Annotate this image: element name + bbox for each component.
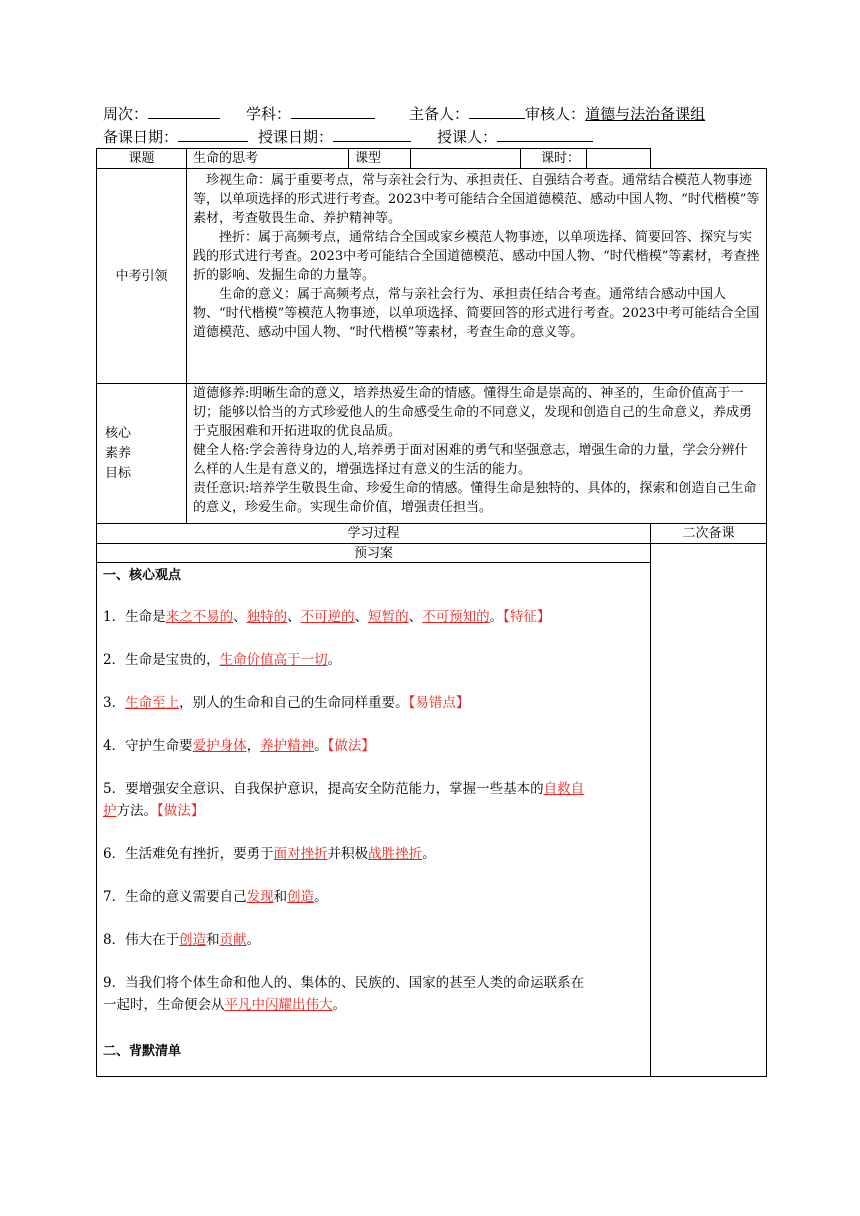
keshi-label: 课时： [521,149,587,169]
item1-sep-4: 、 [408,609,423,625]
item8-post: 。 [246,932,261,948]
item3-post: ，别人的生命和自己的生命同样重要。 [179,695,409,711]
item-9 [103,972,644,1016]
beikeriqi-blank[interactable] [178,126,248,142]
item1-pre: 1．生命是 [103,609,166,625]
item5-pre: 5．要增强安全意识、自我保护意识，提高安全防范能力，掌握一些基本的 [103,781,544,797]
item5-post: 方法。 [116,803,157,819]
zhongkao-para-1: 珍视生命：属于重要考点，常与亲社会行为、承担责任、自强结合考查。通常结合模范人物事迹等，以单项选择的形式进行考查。2023中考可能结合全国道德模范、感动中国人物、“时代楷模”等素材，考查敬畏生命、养护精神等。 [193,173,760,226]
item1-tag: 【特征】 [503,609,551,625]
item-7 [103,886,644,908]
item1-sep-3: 、 [354,609,369,625]
item7-answer-2: 创造 [287,889,315,905]
zhubeiren-blank[interactable] [469,103,525,119]
item4-tag: 【做法】 [327,738,375,754]
item9-pre2: 一起时，生命便会从 [103,997,225,1013]
item6-mid: 并积极 [327,846,369,862]
item3-pre: 3． [103,695,126,711]
item4-post: 。 [314,738,328,754]
item3-answer-1: 生命至上 [125,695,180,711]
item-3 [103,692,644,714]
zhouci-blank[interactable] [148,103,220,119]
hexin-para-2: 健全人格:学会善待身边的人,培养勇于面对困难的勇气和坚强意志，增强生命的力量，学会分辨什么样的人生是有意义的，增强选择过有意义的生活的能力。 [193,443,748,477]
item7-answer-1: 发现 [246,889,274,905]
xuexi-guocheng: 学习过程 [97,524,651,544]
section2-title: 二、背默清单 [103,1044,182,1059]
shoukeren-blank[interactable] [497,126,593,142]
item6-answer-1: 面对挫折 [273,846,328,862]
keti-row [97,149,767,169]
yuxi-an: 预习案 [97,544,651,563]
hexin-row [97,384,767,524]
item1-sep-5: 。 [489,609,504,625]
item4-answer-1: 爱护身体 [192,738,247,754]
hexin-label-3: 目标 [105,465,132,481]
item9-post: 。 [332,997,346,1013]
erci-beike-area[interactable] [651,544,767,1077]
zhongkao-para-3: 生命的意义：属于高频考点，常与亲社会行为、承担责任结合考查。通常结合感动中国人物、“时代楷模”等模范人物事迹，以单项选择、简要回答的形式进行考查。2023中考可能结合全国道德模范、感动中国人物、“时代楷模”等素材，考查生命的意义等。 [193,287,760,340]
item1-sep-2: 、 [287,609,301,625]
item7-pre: 7．生命的意义需要自己 [103,889,247,905]
shoukeriqi-blank[interactable] [333,126,411,142]
item3-tag: 【易错点】 [408,695,470,711]
item1-answer-3: 不可逆的 [300,609,355,625]
item1-answer-2: 独特的 [246,609,288,625]
item1-answer-4: 短暂的 [368,609,409,625]
kexing-value[interactable] [411,149,521,169]
item5-tag: 【做法】 [157,803,205,819]
hexin-para-3: 责任意识:培养学生敬畏生命、珍爱生命的情感。懂得生命是独特的、具体的，探索和创造自己生命的意义，珍爱生命。实现生命价值，增强责任担当。 [193,481,757,515]
shenheren-value: 道德与法治备课组 [585,105,706,123]
item8-pre: 8．伟大在于 [103,932,180,948]
shenheren-label: 审核人： [525,105,586,123]
item-1 [103,606,644,628]
item-4 [103,735,644,757]
lesson-plan-table [96,148,767,1077]
zhongkao-para-2: 挫折：属于高频考点，通常结合全国或家乡模范人物事迹，以单项选择、简要回答、探究与实践的形式进行考查。2023中考可能结合全国道德模范、感动中国人物、“时代楷模”等素材，考查挫折的影响、发掘生命的力量等。 [193,230,760,283]
keti-label: 课题 [97,149,187,169]
item1-answer-5: 不可预知的 [422,609,490,625]
item9-answer-1: 平凡中闪耀出伟大 [224,997,333,1013]
item-6 [103,843,644,865]
process-header-row [97,524,767,544]
item5-answer-1a: 自救自 [543,781,585,797]
header-row-1 [103,103,705,124]
zhongkao-label: 中考引领 [97,169,187,384]
hexin-label [97,384,187,524]
erci-beike: 二次备课 [651,524,767,544]
shoukeriqi-label: 授课日期： [258,128,334,146]
item6-pre: 6．生活难免有挫折，要勇于 [103,846,274,862]
item6-answer-2: 战胜挫折 [368,846,423,862]
item-8 [103,929,644,951]
item-2 [103,649,644,671]
keshi-value[interactable] [587,149,651,169]
hexin-para-1: 道德修养:明晰生命的意义，培养热爱生命的情感。懂得生命是崇高的、神圣的，生命价值高于一切；能够以恰当的方式珍爱他人的生命感受生命的不同意义，发现和创造自己的生命意义，养成勇于克服困难和开拓进取的优良品质。 [193,386,753,439]
item7-mid: 和 [273,889,288,905]
kexing-label: 课型 [349,149,411,169]
header-row-2 [103,126,593,147]
item2-pre: 2．生命是宝贵的， [103,652,220,668]
yuxi-row [97,544,767,563]
hexin-label-2: 素养 [105,445,132,461]
item2-post: 。 [327,652,342,668]
item8-answer-2: 贡献 [219,932,247,948]
item8-answer-1: 创造 [179,932,207,948]
item2-answer-1: 生命价值高于一切 [219,652,328,668]
section1-title: 一、核心观点 [103,568,182,583]
hexin-label-1: 核心 [105,425,132,441]
item7-post: 。 [314,889,328,905]
item4-pre: 4．守护生命要 [103,738,193,754]
item-5 [103,778,644,822]
item9-line1: 9．当我们将个体生命和他人的、集体的、民族的、国家的甚至人类的命运联系在 [103,975,585,991]
item4-mid: ， [246,738,261,754]
content-cell [97,563,651,1077]
item1-sep-1: 、 [233,609,247,625]
item1-answer-1: 来之不易的 [165,609,234,625]
xueke-label: 学科： [246,105,292,123]
zhongkao-row [97,169,767,384]
zhubeiren-label: 主备人： [409,105,470,123]
beikeriqi-label: 备课日期： [103,128,179,146]
xueke-blank[interactable] [291,103,375,119]
keti-row-empty [651,149,767,169]
item6-post: 。 [422,846,436,862]
keti-value: 生命的思考 [187,149,349,169]
item4-answer-2: 养护精神 [260,738,315,754]
zhouci-label: 周次： [103,105,149,123]
shoukeren-label: 授课人： [437,128,498,146]
item5-answer-1b: 护 [103,803,117,819]
zhongkao-content [187,169,767,384]
item8-mid: 和 [206,932,220,948]
hexin-content [187,384,767,524]
